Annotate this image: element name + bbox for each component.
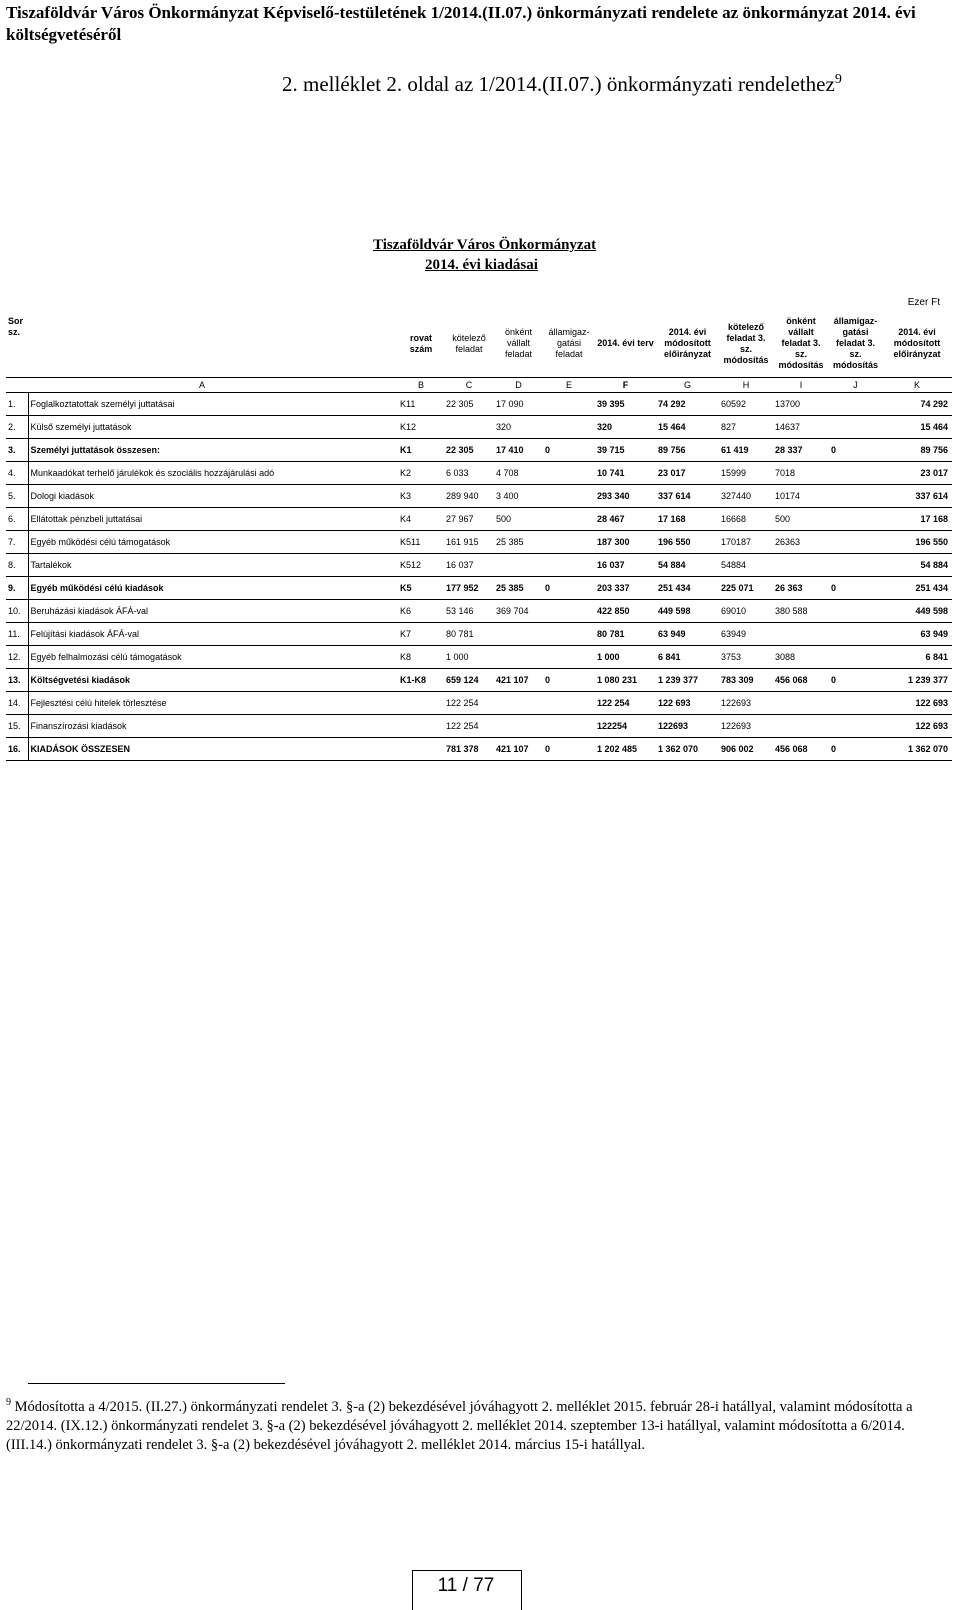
cell-i (829, 715, 882, 738)
cell-no: 8. (6, 554, 28, 577)
footnote-number: 9 (6, 1397, 11, 1408)
cell-code: K3 (398, 485, 444, 508)
cell-d: 0 (543, 669, 595, 692)
cell-h: 10174 (773, 485, 829, 508)
cell-c: 4 708 (494, 462, 543, 485)
cell-j: 122 693 (882, 692, 952, 715)
cell-e: 320 (595, 416, 656, 439)
page-indicator: 11 / 77 (437, 1575, 495, 1596)
cell-label: Egyéb működési célú kiadások (28, 577, 398, 600)
cell-f: 122693 (656, 715, 719, 738)
unit-label: Ezer Ft (907, 297, 940, 308)
table-row (6, 439, 952, 462)
cell-label: Ellátottak pénzbeli juttatásai (28, 508, 398, 531)
cell-g: 15999 (719, 462, 773, 485)
cell-b: 6 033 (444, 462, 494, 485)
col-header-onkent: önként vállalt feladat (504, 327, 533, 359)
cell-d: 0 (543, 439, 595, 462)
cell-c: 25 385 (494, 531, 543, 554)
cell-h: 13700 (773, 393, 829, 416)
cell-label: KIADÁSOK ÖSSZESEN (28, 738, 398, 761)
cell-g: 225 071 (719, 577, 773, 600)
table-row (6, 554, 952, 577)
cell-code: K8 (398, 646, 444, 669)
col-header-modositott-2: 2014. évi módosított előirányzat (893, 327, 941, 359)
cell-label: Külső személyi juttatások (28, 416, 398, 439)
letter-b: B (398, 378, 444, 393)
cell-j: 17 168 (882, 508, 952, 531)
cell-i (829, 646, 882, 669)
cell-i (829, 393, 882, 416)
cell-b: 16 037 (444, 554, 494, 577)
cell-c: 25 385 (494, 577, 543, 600)
cell-b: 122 254 (444, 715, 494, 738)
cell-c (494, 715, 543, 738)
cell-e: 422 850 (595, 600, 656, 623)
cell-no: 2. (6, 416, 28, 439)
footnote-text: Módosította a 4/2015. (II.27.) önkormányzati rendelet 3. §-a (2) bekezdésével jóváhagyott 2. melléklet 2015. február 28-i hatállyal, valamint módosította a 22/2014. (IX.12.) önkormányzati rendelet 3. §-a (2) bekezdésével jóváhagyott 2. melléklet 2014. szeptember 13-i hatállyal, valamint módosította a 6/2014. (III.14.) önkormányzati rendelet 3. §-a (2) bekezdésével jóváhagyott 2. melléklet 2014. március 15-i hatállyal. (6, 1398, 913, 1453)
cell-b: 122 254 (444, 692, 494, 715)
footnote-reference[interactable]: 9 (834, 72, 842, 87)
cell-c (494, 554, 543, 577)
annex-title (282, 72, 842, 97)
cell-f: 74 292 (656, 393, 719, 416)
cell-i (829, 485, 882, 508)
cell-label: Dologi kiadások (28, 485, 398, 508)
cell-e: 16 037 (595, 554, 656, 577)
cell-no: 3. (6, 439, 28, 462)
cell-no: 5. (6, 485, 28, 508)
cell-d (543, 692, 595, 715)
cell-f: 15 464 (656, 416, 719, 439)
cell-code: K11 (398, 393, 444, 416)
cell-label: Felújítási kiadások ÁFÁ-val (28, 623, 398, 646)
cell-j: 449 598 (882, 600, 952, 623)
cell-i (829, 554, 882, 577)
cell-h (773, 623, 829, 646)
cell-no: 9. (6, 577, 28, 600)
cell-j: 1 362 070 (882, 738, 952, 761)
cell-i: 0 (829, 669, 882, 692)
cell-code: K512 (398, 554, 444, 577)
cell-b (444, 416, 494, 439)
table-row (6, 393, 952, 416)
cell-h: 380 588 (773, 600, 829, 623)
table-row (6, 623, 952, 646)
cell-d: 0 (543, 738, 595, 761)
cell-no: 12. (6, 646, 28, 669)
cell-label: Személyi juttatások összesen: (28, 439, 398, 462)
cell-h: 28 337 (773, 439, 829, 462)
table-row (6, 531, 952, 554)
cell-j: 89 756 (882, 439, 952, 462)
letter-h: H (719, 378, 773, 393)
cell-b: 80 781 (444, 623, 494, 646)
cell-d (543, 715, 595, 738)
cell-d: 0 (543, 577, 595, 600)
cell-g: 122693 (719, 715, 773, 738)
letter-f: F (595, 378, 656, 393)
cell-d (543, 416, 595, 439)
cell-c: 17 090 (494, 393, 543, 416)
cell-c: 320 (494, 416, 543, 439)
footnote (6, 1393, 941, 1455)
cell-c: 500 (494, 508, 543, 531)
cell-label: Egyéb működési célú támogatások (28, 531, 398, 554)
cell-i (829, 416, 882, 439)
col-header-sor: Sor sz. (8, 316, 24, 337)
table-row (6, 485, 952, 508)
table-row (6, 577, 952, 600)
cell-f: 54 884 (656, 554, 719, 577)
column-letter-row (6, 378, 952, 393)
cell-i: 0 (829, 439, 882, 462)
cell-code (398, 738, 444, 761)
table-row (6, 669, 952, 692)
cell-no: 11. (6, 623, 28, 646)
table-header-row (6, 310, 952, 378)
footnote-separator (28, 1383, 285, 1384)
cell-i (829, 508, 882, 531)
cell-f: 63 949 (656, 623, 719, 646)
letter-i: I (773, 378, 829, 393)
cell-no: 6. (6, 508, 28, 531)
cell-g: 783 309 (719, 669, 773, 692)
cell-j: 74 292 (882, 393, 952, 416)
cell-j: 23 017 (882, 462, 952, 485)
cell-g: 170187 (719, 531, 773, 554)
letter-a: A (6, 378, 398, 393)
cell-j: 251 434 (882, 577, 952, 600)
col-header-modositott-1: 2014. évi módosított előirányzat (663, 327, 712, 359)
cell-c: 421 107 (494, 669, 543, 692)
col-header-kotelezo-mod: kötelező feladat 3. sz. módosítás (723, 321, 769, 365)
cell-f: 251 434 (656, 577, 719, 600)
table-row (6, 715, 952, 738)
cell-g: 60592 (719, 393, 773, 416)
cell-label: Foglalkoztatottak személyi juttatásai (28, 393, 398, 416)
cell-h (773, 554, 829, 577)
cell-code: K6 (398, 600, 444, 623)
cell-d (543, 485, 595, 508)
cell-e: 10 741 (595, 462, 656, 485)
cell-h: 7018 (773, 462, 829, 485)
cell-label: Egyéb felhalmozási célú támogatások (28, 646, 398, 669)
cell-e: 203 337 (595, 577, 656, 600)
cell-label: Tartalékok (28, 554, 398, 577)
col-header-kotelezo: kötelező feladat (452, 332, 486, 354)
cell-code: K12 (398, 416, 444, 439)
cell-code: K4 (398, 508, 444, 531)
cell-c: 3 400 (494, 485, 543, 508)
cell-c: 421 107 (494, 738, 543, 761)
cell-c (494, 692, 543, 715)
letter-e: E (543, 378, 595, 393)
cell-e: 1 000 (595, 646, 656, 669)
document-header-title: Tiszaföldvár Város Önkormányzat Képviselő-testületének 1/2014.(II.07.) önkormányzati rendelete az önkormányzat 2014. évi költségvetéséről (6, 3, 916, 44)
cell-h: 500 (773, 508, 829, 531)
cell-g: 16668 (719, 508, 773, 531)
cell-e: 122254 (595, 715, 656, 738)
cell-c: 369 704 (494, 600, 543, 623)
cell-i: 0 (829, 577, 882, 600)
cell-e: 187 300 (595, 531, 656, 554)
cell-b: 22 305 (444, 393, 494, 416)
cell-g: 69010 (719, 600, 773, 623)
table-row (6, 416, 952, 439)
cell-i (829, 531, 882, 554)
col-header-terv: 2014. évi terv (597, 338, 654, 348)
cell-c (494, 623, 543, 646)
cell-e: 39 715 (595, 439, 656, 462)
cell-h: 3088 (773, 646, 829, 669)
cell-no: 7. (6, 531, 28, 554)
cell-b: 1 000 (444, 646, 494, 669)
cell-b: 659 124 (444, 669, 494, 692)
cell-no: 10. (6, 600, 28, 623)
cell-i (829, 623, 882, 646)
table-subtitle: 2014. évi kiadásai (425, 257, 538, 273)
cell-e: 1 080 231 (595, 669, 656, 692)
annex-text: 2. melléklet 2. oldal az 1/2014.(II.07.) önkormányzati rendelethez (282, 72, 835, 96)
cell-j: 54 884 (882, 554, 952, 577)
cell-c (494, 646, 543, 669)
table-row (6, 600, 952, 623)
cell-d (543, 646, 595, 669)
cell-label: Költségvetési kiadások (28, 669, 398, 692)
letter-j: J (829, 378, 882, 393)
expenditure-table (6, 310, 952, 761)
cell-b: 27 967 (444, 508, 494, 531)
cell-i (829, 692, 882, 715)
cell-label: Munkaadókat terhelő járulékok és szociális hozzájárulási adó (28, 462, 398, 485)
col-header-onkent-mod: önként vállalt feladat 3. sz. módosítás (778, 316, 824, 370)
cell-no: 13. (6, 669, 28, 692)
cell-j: 122 693 (882, 715, 952, 738)
cell-f: 449 598 (656, 600, 719, 623)
cell-h: 26 363 (773, 577, 829, 600)
letter-g: G (656, 378, 719, 393)
cell-j: 337 614 (882, 485, 952, 508)
organization-name: Tiszaföldvár Város Önkormányzat (373, 237, 597, 253)
cell-no: 14. (6, 692, 28, 715)
cell-j: 1 239 377 (882, 669, 952, 692)
cell-code: K2 (398, 462, 444, 485)
cell-no: 15. (6, 715, 28, 738)
cell-g: 122693 (719, 692, 773, 715)
letter-d: D (494, 378, 543, 393)
cell-h (773, 715, 829, 738)
cell-b: 781 378 (444, 738, 494, 761)
letter-k: K (882, 378, 952, 393)
cell-f: 89 756 (656, 439, 719, 462)
cell-e: 1 202 485 (595, 738, 656, 761)
cell-label: Finanszírozási kiadások (28, 715, 398, 738)
cell-d (543, 508, 595, 531)
cell-h (773, 692, 829, 715)
cell-g: 61 419 (719, 439, 773, 462)
cell-label: Fejlesztési célú hitelek törlesztése (28, 692, 398, 715)
cell-f: 6 841 (656, 646, 719, 669)
cell-code: K7 (398, 623, 444, 646)
cell-j: 196 550 (882, 531, 952, 554)
cell-b: 161 915 (444, 531, 494, 554)
cell-h: 26363 (773, 531, 829, 554)
cell-f: 17 168 (656, 508, 719, 531)
cell-c: 17 410 (494, 439, 543, 462)
cell-i (829, 600, 882, 623)
cell-d (543, 462, 595, 485)
cell-d (543, 600, 595, 623)
table-row (6, 738, 952, 761)
cell-g: 54884 (719, 554, 773, 577)
cell-code (398, 715, 444, 738)
cell-j: 6 841 (882, 646, 952, 669)
cell-g: 906 002 (719, 738, 773, 761)
cell-e: 39 395 (595, 393, 656, 416)
cell-b: 22 305 (444, 439, 494, 462)
cell-f: 337 614 (656, 485, 719, 508)
cell-f: 196 550 (656, 531, 719, 554)
cell-d (543, 554, 595, 577)
cell-e: 293 340 (595, 485, 656, 508)
cell-i (829, 462, 882, 485)
cell-h: 456 068 (773, 669, 829, 692)
cell-f: 23 017 (656, 462, 719, 485)
cell-no: 16. (6, 738, 28, 761)
cell-code: K5 (398, 577, 444, 600)
cell-no: 4. (6, 462, 28, 485)
cell-g: 3753 (719, 646, 773, 669)
cell-g: 827 (719, 416, 773, 439)
cell-code: K1-K8 (398, 669, 444, 692)
table-row (6, 692, 952, 715)
cell-g: 63949 (719, 623, 773, 646)
col-header-allamig: államigaz-gatási feladat (548, 327, 590, 359)
cell-e: 28 467 (595, 508, 656, 531)
col-header-allamig-mod: államigaz-gatási feladat 3. sz. módosítás (832, 316, 878, 370)
cell-b: 53 146 (444, 600, 494, 623)
cell-j: 15 464 (882, 416, 952, 439)
cell-j: 63 949 (882, 623, 952, 646)
cell-h: 456 068 (773, 738, 829, 761)
letter-c: C (444, 378, 494, 393)
cell-h: 14637 (773, 416, 829, 439)
cell-i: 0 (829, 738, 882, 761)
cell-b: 177 952 (444, 577, 494, 600)
cell-g: 327440 (719, 485, 773, 508)
cell-b: 289 940 (444, 485, 494, 508)
cell-d (543, 623, 595, 646)
table-row (6, 462, 952, 485)
cell-f: 1 362 070 (656, 738, 719, 761)
cell-code (398, 692, 444, 715)
cell-f: 122 693 (656, 692, 719, 715)
table-row (6, 508, 952, 531)
cell-label: Beruházási kiadások ÁFÁ-val (28, 600, 398, 623)
cell-no: 1. (6, 393, 28, 416)
cell-f: 1 239 377 (656, 669, 719, 692)
col-header-rovat: rovat szám (409, 332, 433, 354)
cell-code: K1 (398, 439, 444, 462)
cell-code: K511 (398, 531, 444, 554)
cell-e: 80 781 (595, 623, 656, 646)
cell-e: 122 254 (595, 692, 656, 715)
cell-d (543, 531, 595, 554)
cell-d (543, 393, 595, 416)
table-row (6, 646, 952, 669)
